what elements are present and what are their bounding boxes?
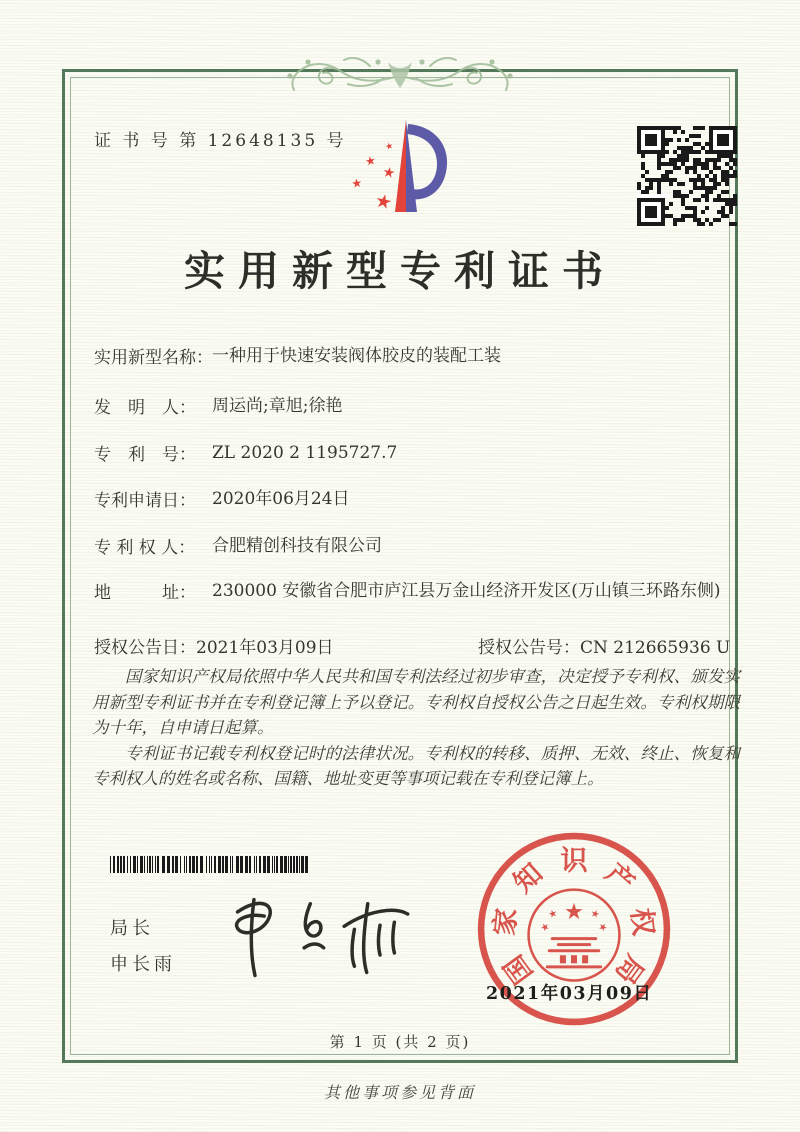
field-value: 一种用于快速安装阀体胶皮的装配工装: [212, 346, 501, 366]
national-emblem-icon: [529, 890, 620, 981]
svg-text:★: ★: [350, 175, 364, 191]
field-value: 合肥精创科技有限公司: [212, 536, 382, 556]
seal-char: 产: [599, 857, 641, 900]
signature: [215, 882, 420, 987]
grant-date-pair: [94, 633, 334, 658]
top-ornament-flourish-icon: [270, 42, 530, 98]
seal-char: 局: [608, 948, 651, 990]
field-value: ZL 2020 2 1195727.7: [212, 443, 398, 463]
legal-paragraph-1: 国家知识产权局依照中华人民共和国专利法经过初步审查，决定授予专利权、颁发实用新型专利证书并在专利登记簿上予以登记。专利权自授权公告之日起生效。专利权期限为十年，自申请日起算。: [92, 667, 740, 737]
field-label: 发 明 人：: [94, 398, 196, 418]
footer-note: 其他事项参见背面: [323, 1083, 476, 1102]
field-label: 专 利 号：: [94, 445, 196, 465]
legal-text: [92, 664, 740, 792]
field-row-address: [94, 578, 722, 604]
field-value: 230000 安徽省合肥市庐江县万金山经济开发区(万山镇三环路东侧): [212, 581, 721, 601]
svg-text:★: ★: [381, 164, 397, 183]
field-label: 专利申请日：: [94, 491, 196, 511]
seal-date: 2021年03月09日: [486, 984, 653, 1004]
certificate-title: 实用新型专利证书: [184, 247, 616, 295]
seal-char: 知: [507, 857, 549, 900]
seal-char: 识: [560, 844, 588, 877]
field-value: 周运尚;章旭;徐艳: [212, 396, 343, 416]
seal-char: 家: [488, 906, 524, 938]
legal-paragraph-2: 专利证书记载专利权登记时的法律状况。专利权的转移、质押、无效、终止、恢复和专利权人的姓名或名称、国籍、地址变更等事项记载在专利登记簿上。: [92, 743, 740, 788]
svg-text:★: ★: [372, 189, 395, 215]
field-label: 实用新型名称：: [94, 348, 213, 368]
field-row-patent-no: [94, 440, 722, 466]
svg-text:★: ★: [564, 898, 584, 925]
grant-date-value: 2021年03月09日: [196, 638, 334, 658]
grant-no-label: 授权公告号：: [478, 638, 580, 658]
svg-text:★: ★: [588, 907, 601, 922]
svg-text:★: ★: [363, 153, 378, 169]
field-label: 地 址：: [94, 583, 196, 603]
svg-text:★: ★: [384, 141, 395, 153]
svg-text:★: ★: [538, 920, 553, 935]
signer-name: 申长雨: [110, 954, 176, 975]
grant-date-label: 授权公告日：: [94, 638, 196, 658]
signer-title: 局长: [110, 918, 154, 939]
qr-code: [637, 126, 737, 226]
page-number: 第 1 页 (共 2 页): [329, 1033, 471, 1051]
field-value: 2020年06月24日: [212, 489, 350, 509]
field-label: 专 利 权 人：: [94, 538, 196, 558]
field-row-inventors: [94, 393, 722, 419]
certificate-number: 证 书 号 第 12648135 号: [94, 131, 347, 151]
field-row-name: [94, 343, 722, 369]
field-row-patentee: [94, 533, 722, 559]
seal-char: 权: [624, 906, 660, 938]
field-row-filing-date: [94, 486, 722, 512]
grant-no-pair: [478, 633, 730, 658]
barcode: [110, 856, 310, 873]
seal-char: 国: [497, 948, 540, 990]
svg-text:★: ★: [595, 920, 610, 935]
svg-text:★: ★: [547, 907, 560, 922]
cnipa-logo-icon: [338, 112, 468, 222]
grant-no-value: CN 212665936 U: [580, 638, 731, 658]
